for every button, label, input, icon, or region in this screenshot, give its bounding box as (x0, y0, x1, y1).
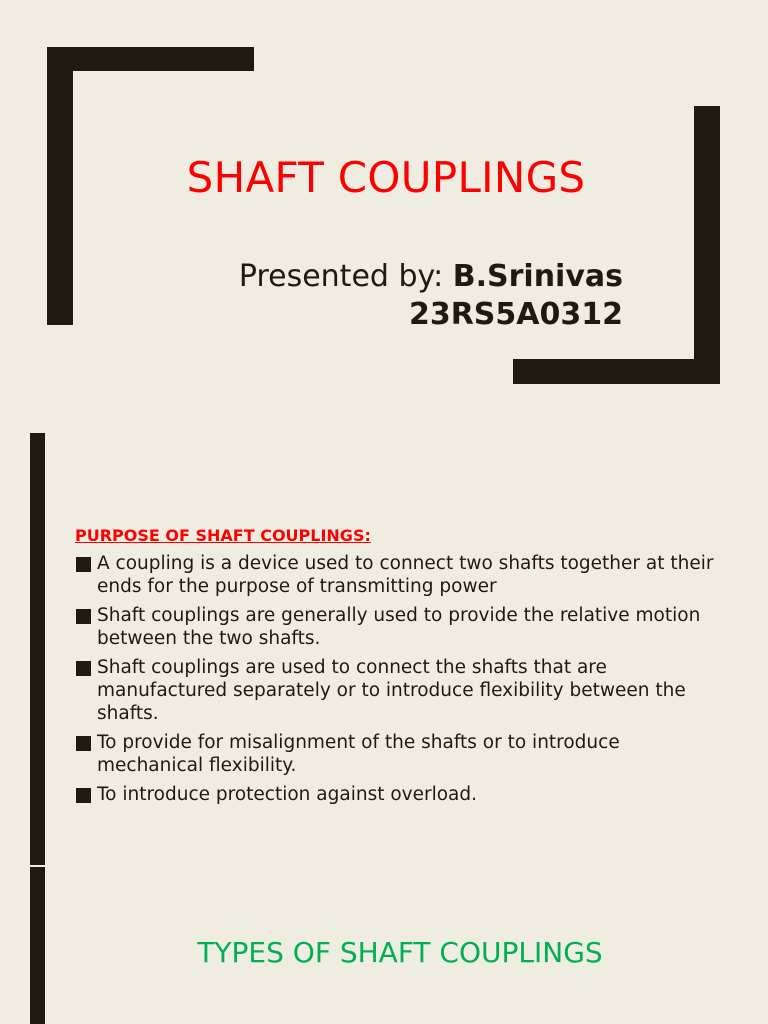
slide2-accent-bar (30, 433, 45, 865)
bullet-text: To provide for misalignment of the shafts or to introduce mechanical flexibility. (97, 732, 620, 776)
list-item (75, 731, 715, 777)
list-item (75, 552, 715, 598)
presenter-block (239, 258, 623, 334)
presenter-line (239, 258, 623, 296)
bullet-square-icon (76, 609, 91, 624)
bullet-square-icon (76, 788, 91, 803)
purpose-bullet-list (75, 552, 715, 812)
bullet-text: Shaft couplings are used to connect the shafts that are manufactured separately or to introduce flexibility between the shafts. (97, 657, 686, 724)
list-item (75, 783, 715, 806)
bullet-square-icon (76, 557, 91, 572)
bullet-square-icon (76, 736, 91, 751)
bullet-square-icon (76, 661, 91, 676)
frame-bottom-right-vertical (694, 106, 720, 384)
list-item (75, 604, 715, 650)
bullet-text: To introduce protection against overload. (97, 784, 478, 805)
list-item (75, 656, 715, 725)
bullet-text: Shaft couplings are generally used to provide the relative motion between the two shafts. (97, 605, 701, 649)
presenter-label: Presented by: (238, 259, 453, 294)
frame-top-left-horizontal (47, 47, 254, 71)
bullet-text: A coupling is a device used to connect two shafts together at their ends for the purpose of transmitting power (97, 553, 714, 597)
frame-bottom-right-horizontal (513, 359, 720, 384)
presenter-id: 23RS5A0312 (408, 297, 623, 332)
presenter-name: B.Srinivas (452, 259, 623, 294)
types-heading: TYPES OF SHAFT COUPLINGS (197, 936, 603, 969)
purpose-heading: PURPOSE OF SHAFT COUPLINGS: (75, 526, 371, 545)
slide-title: SHAFT COUPLINGS (186, 153, 586, 202)
